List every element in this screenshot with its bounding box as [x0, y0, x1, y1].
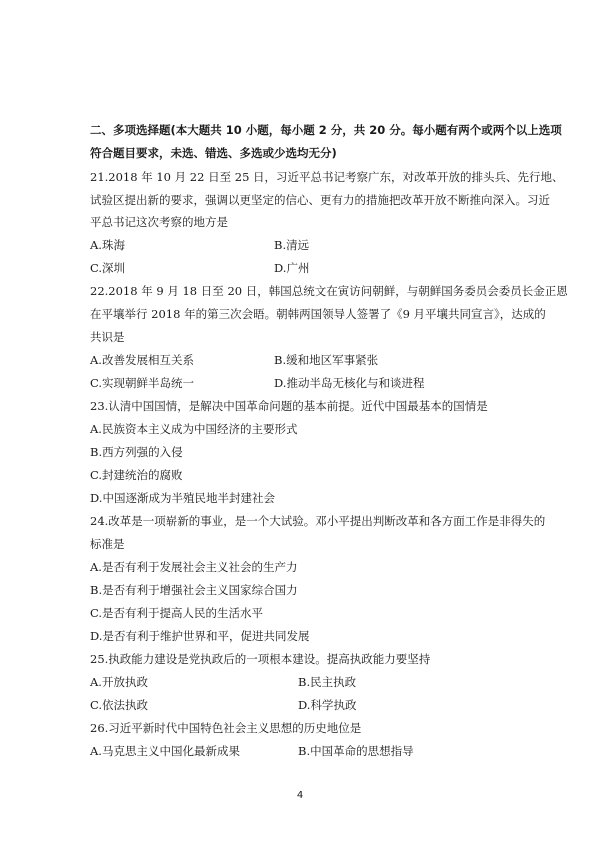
question-21-option-b: B.清远: [274, 238, 310, 252]
question-23-option-c: C.封建统治的腐败: [90, 468, 183, 482]
section-heading-line-1: 二、多项选择题(本大题共 10 小题，每小题 2 分，共 20 分。每小题有两个或两个以上选项: [90, 123, 562, 137]
question-22-option-b: B.缓和地区军事紧张: [274, 353, 379, 367]
question-21-stem-line-1: 21.2018 年 10 月 22 日至 25 日，习近平总书记考察广东，对改革开放的排头兵、先行地、: [90, 170, 564, 184]
question-25-option-c: C.依法执政: [90, 698, 149, 712]
question-22-stem-line-2: 在平壤举行 2018 年的第三次会晤。朝韩两国领导人签署了《9 月平壤共同宣言》，达成的: [90, 307, 546, 321]
question-21-stem-line-3: 平总书记这次考察的地方是: [90, 215, 228, 229]
question-24-option-b: B.是否有利于增强社会主义国家综合国力: [90, 583, 298, 597]
question-24-option-c: C.是否有利于提高人民的生活水平: [90, 606, 264, 620]
question-24-stem-line-1: 24.改革是一项崭新的事业，是一个大试验。邓小平提出判断改革和各方面工作是非得失的: [90, 514, 546, 528]
question-25-option-b: B.民主执政: [298, 675, 357, 689]
question-23-option-d: D.中国逐渐成为半殖民地半封建社会: [90, 491, 275, 505]
question-21-stem-line-2: 试验区提出新的要求，强调以更坚定的信心、更有力的措施把改革开放不断推向深入。习近: [90, 193, 550, 207]
question-21-option-d: D.广州: [274, 261, 310, 275]
question-24-stem-line-2: 标准是: [90, 537, 125, 551]
question-22-option-a: A.改善发展相互关系: [90, 353, 194, 367]
section-heading-line-2: 符合题目要求，未选、错选、多选或少选均无分): [90, 146, 337, 160]
question-22-stem-line-3: 共识是: [90, 330, 125, 344]
question-21-option-c: C.深圳: [90, 261, 126, 275]
page-number: 4: [296, 790, 304, 801]
question-22-option-c: C.实现朝鲜半岛统一: [90, 376, 195, 390]
question-26-option-a: A.马克思主义中国化最新成果: [90, 744, 240, 758]
question-25-option-a: A.开放执政: [90, 675, 148, 689]
question-22-option-d: D.推动半岛无核化与和谈进程: [274, 376, 425, 390]
question-24-option-a: A.是否有利于发展社会主义社会的生产力: [90, 560, 298, 574]
question-26-option-b: B.中国革命的思想指导: [298, 744, 414, 758]
question-22-stem-line-1: 22.2018 年 9 月 18 日至 20 日，韩国总统文在寅访问朝鲜，与朝鲜国务委员会委员长金正恩: [90, 284, 568, 298]
question-24-option-d: D.是否有利于维护世界和平，促进共同发展: [90, 629, 310, 643]
question-23-stem-line-1: 23.认清中国国情，是解决中国革命问题的基本前提。近代中国最基本的国情是: [90, 399, 488, 413]
question-21-option-a: A.珠海: [90, 238, 125, 252]
question-26-stem-line-1: 26.习近平新时代中国特色社会主义思想的历史地位是: [90, 721, 362, 735]
question-25-stem-line-1: 25.执政能力建设是党执政后的一项根本建设。提高执政能力要坚持: [90, 652, 431, 666]
question-25-option-d: D.科学执政: [298, 698, 357, 712]
question-23-option-b: B.西方列强的入侵: [90, 445, 183, 459]
question-23-option-a: A.民族资本主义成为中国经济的主要形式: [90, 422, 298, 436]
